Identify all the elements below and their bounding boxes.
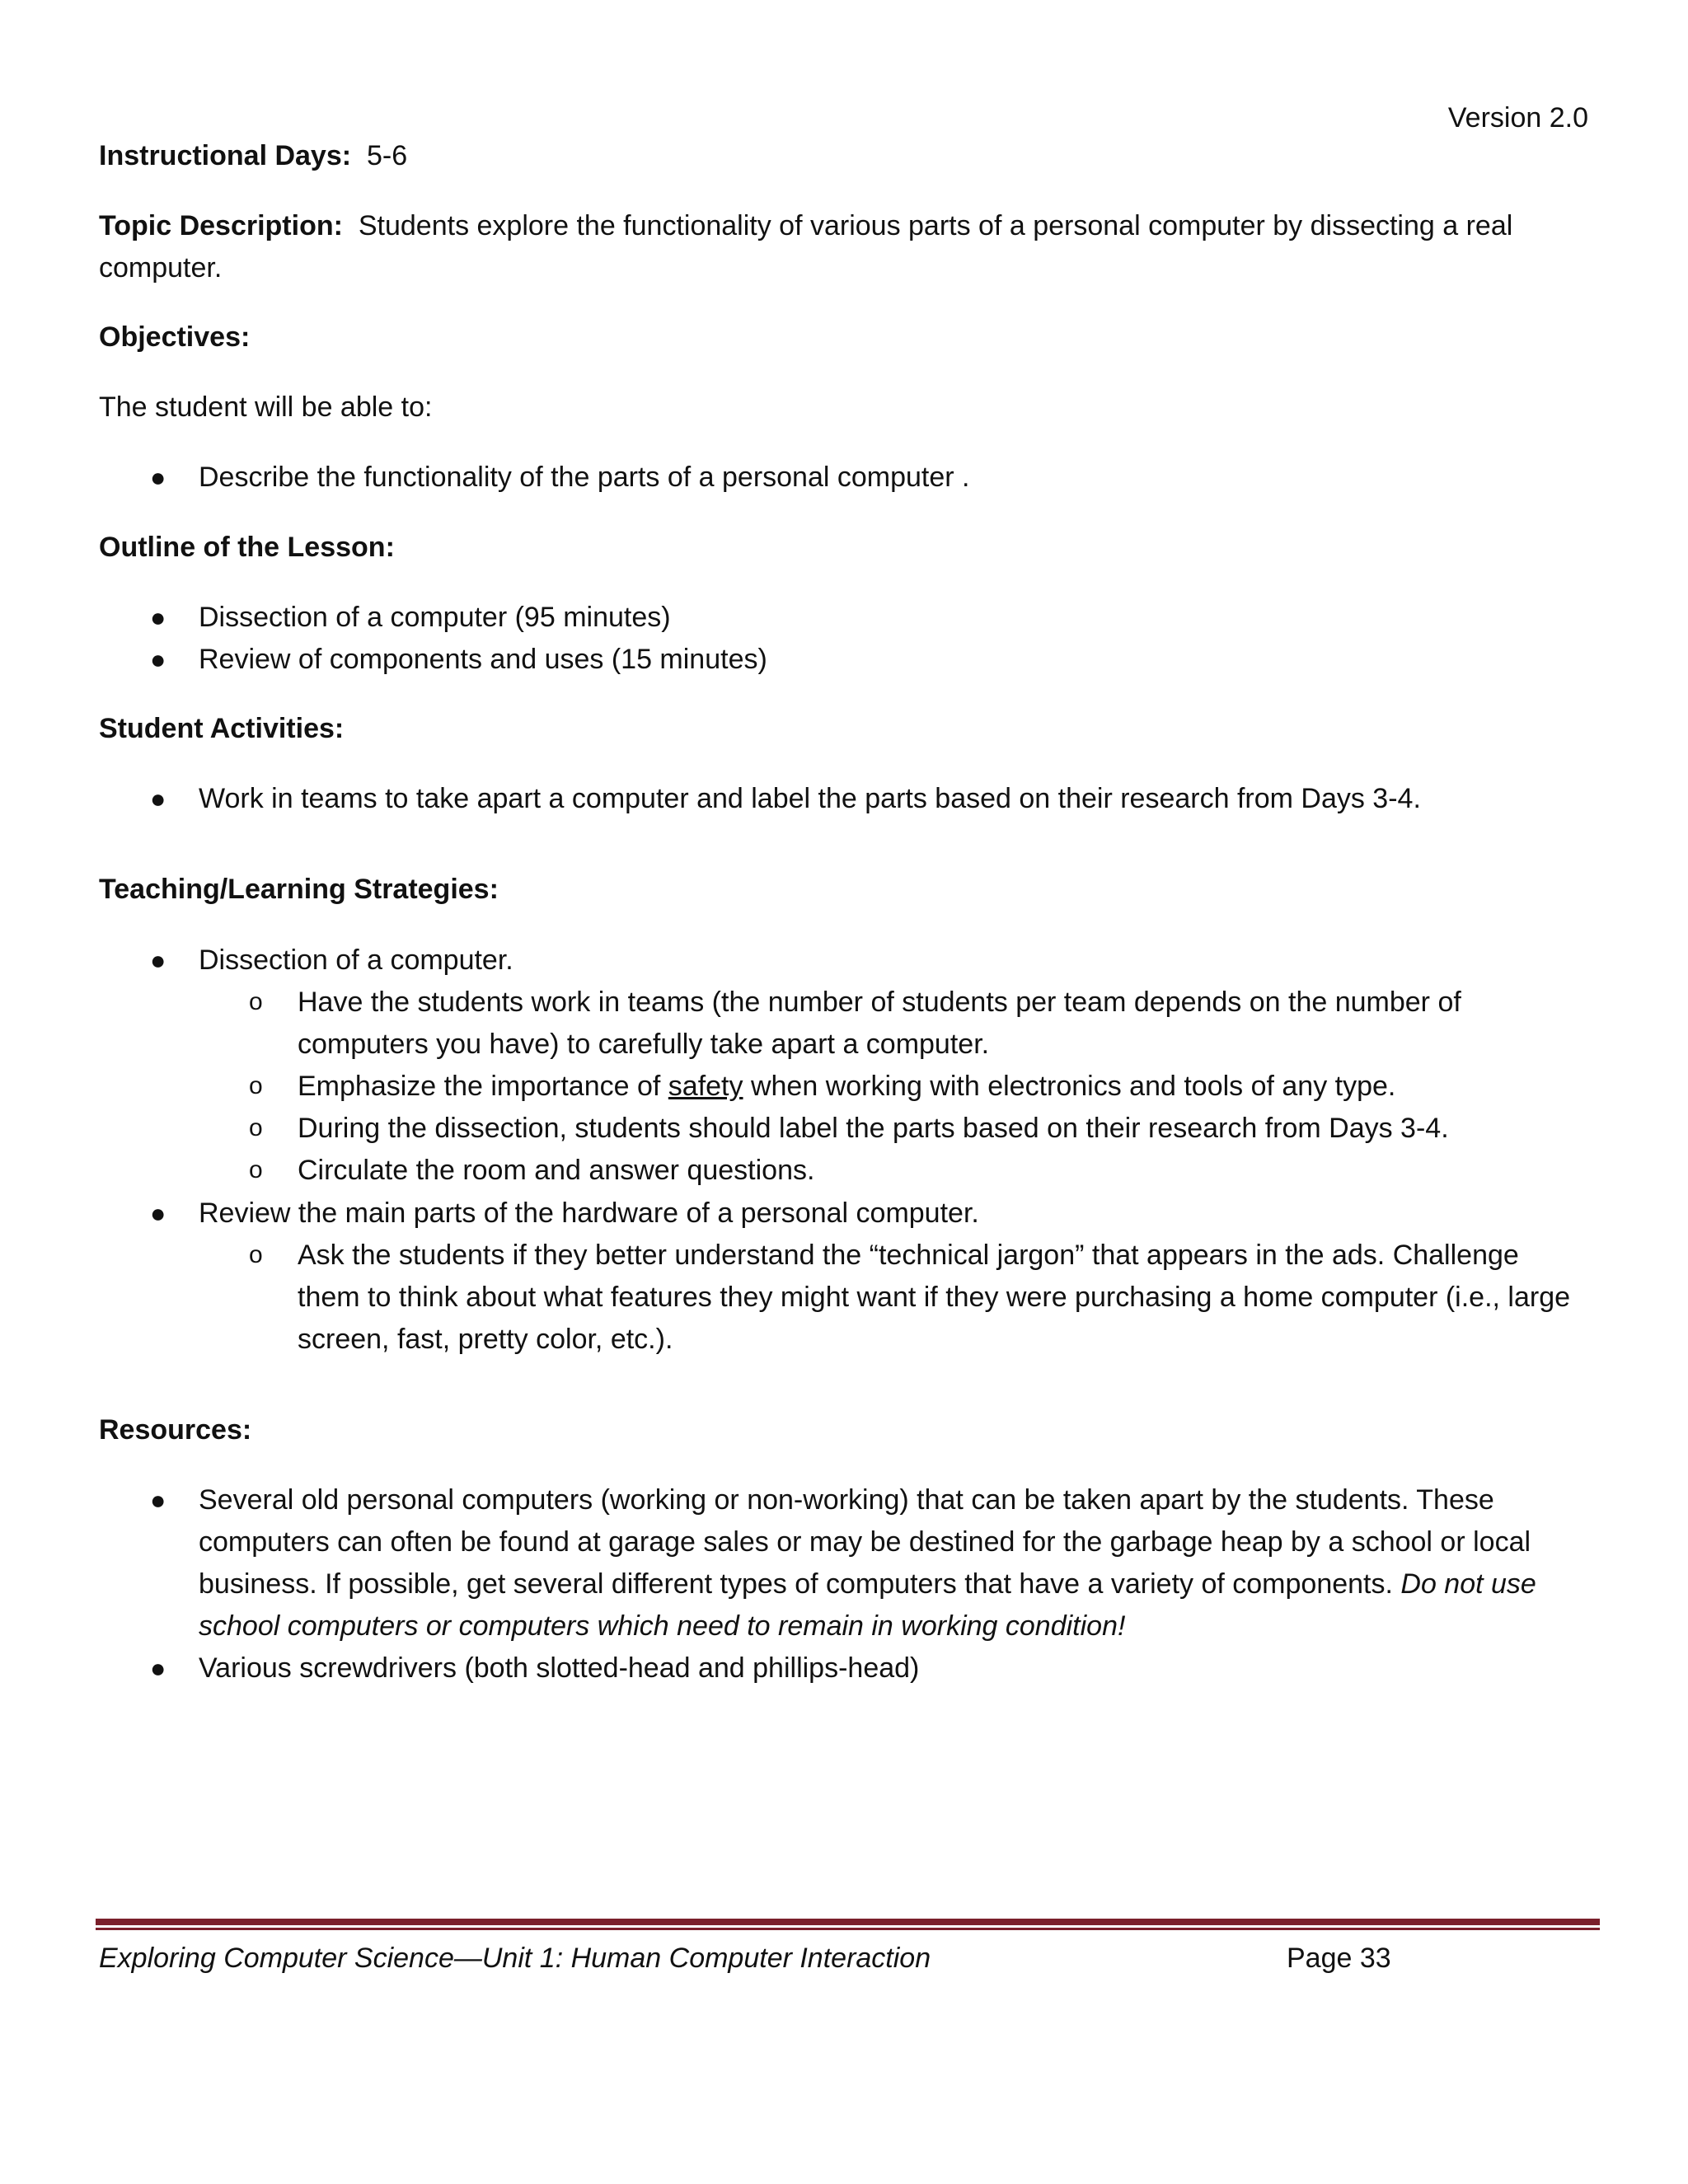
topic-description-line2: computer. [99, 252, 223, 284]
resource-warning-italic: school computers or computers which need to remain in working condition! [199, 1610, 1126, 1642]
version-label: Version 2.0 [1447, 102, 1588, 134]
instructional-days-label: Instructional Days: [99, 140, 352, 171]
bullet-icon: ● [150, 1485, 166, 1515]
sub-bullet-icon: o [249, 988, 263, 1015]
strategies-heading: Teaching/Learning Strategies: [99, 874, 499, 905]
bullet-icon: ● [150, 602, 166, 632]
footer-rule-thick [96, 1919, 1600, 1925]
strategy-subitem: Have the students work in teams (the number of students per team depends on the number of [298, 987, 1461, 1018]
strategy-subitem: Ask the students if they better understand the “technical jargon” that appears in the ads. Challenge [298, 1240, 1519, 1271]
strategy-subitem-text: Emphasize the importance of [298, 1071, 668, 1102]
strategy-subitem-continued: them to think about what features they might want if they were purchasing a home computer (i.e., large [298, 1282, 1571, 1313]
activities-heading: Student Activities: [99, 713, 345, 744]
strategy-item: Dissection of a computer. [199, 944, 513, 976]
strategy-item: Review the main parts of the hardware of a personal computer. [199, 1197, 979, 1229]
footer-title: Exploring Computer Science—Unit 1: Human Computer Interaction [99, 1943, 931, 1974]
bullet-icon: ● [150, 1198, 166, 1228]
topic-description-text: Students explore the functionality of various parts of a personal computer by dissecting a real [358, 210, 1513, 241]
sub-bullet-icon: o [249, 1072, 263, 1099]
sub-bullet-icon: o [249, 1241, 263, 1268]
resource-item: Several old personal computers (working or non-working) that can be taken apart by the students. These [199, 1484, 1494, 1516]
strategy-subitem-continued: computers you have) to carefully take apart a computer. [298, 1029, 990, 1060]
activity-item: Work in teams to take apart a computer and label the parts based on their research from Days 3-4. [199, 783, 1421, 814]
footer-rule-thin [96, 1928, 1600, 1930]
resources-heading: Resources: [99, 1414, 252, 1446]
bullet-icon: ● [150, 784, 166, 813]
outline-heading: Outline of the Lesson: [99, 532, 395, 563]
outline-item: Review of components and uses (15 minutes) [199, 644, 767, 675]
instructional-days-value: 5-6 [366, 140, 408, 171]
instructional-days [99, 134, 407, 177]
resource-item: Various screwdrivers (both slotted-head and phillips-head) [199, 1652, 920, 1684]
topic-description-label: Topic Description: [99, 210, 343, 241]
resource-text: business. If possible, get several different types of computers that have a variety of components. [199, 1568, 1401, 1600]
strategy-subitem-continued: screen, fast, pretty color, etc.). [298, 1324, 673, 1355]
resource-warning-italic: Do not use [1400, 1568, 1536, 1600]
strategy-subitem-text: when working with electronics and tools of any type. [743, 1071, 1396, 1102]
bullet-icon: ● [150, 945, 166, 975]
objectives-heading: Objectives: [99, 321, 251, 353]
bullet-icon: ● [150, 462, 166, 492]
sub-bullet-icon: o [249, 1114, 263, 1141]
strategy-subitem [298, 1065, 1395, 1108]
safety-underlined-text: safety [668, 1071, 743, 1102]
sub-bullet-icon: o [249, 1156, 263, 1183]
objective-item: Describe the functionality of the parts of a personal computer . [199, 462, 970, 493]
bullet-icon: ● [150, 1653, 166, 1683]
bullet-icon: ● [150, 644, 166, 674]
outline-item: Dissection of a computer (95 minutes) [199, 602, 671, 633]
footer-page-number: Page 33 [1287, 1943, 1391, 1974]
strategy-subitem: During the dissection, students should label the parts based on their research from Days 3-4. [298, 1113, 1449, 1144]
strategy-subitem: Circulate the room and answer questions. [298, 1155, 815, 1186]
topic-description-line1 [99, 204, 1512, 247]
resource-item-continued [199, 1563, 1536, 1605]
resource-item-continued: computers can often be found at garage sales or may be destined for the garbage heap by a school or local [199, 1526, 1531, 1558]
objectives-intro: The student will be able to: [99, 391, 433, 423]
